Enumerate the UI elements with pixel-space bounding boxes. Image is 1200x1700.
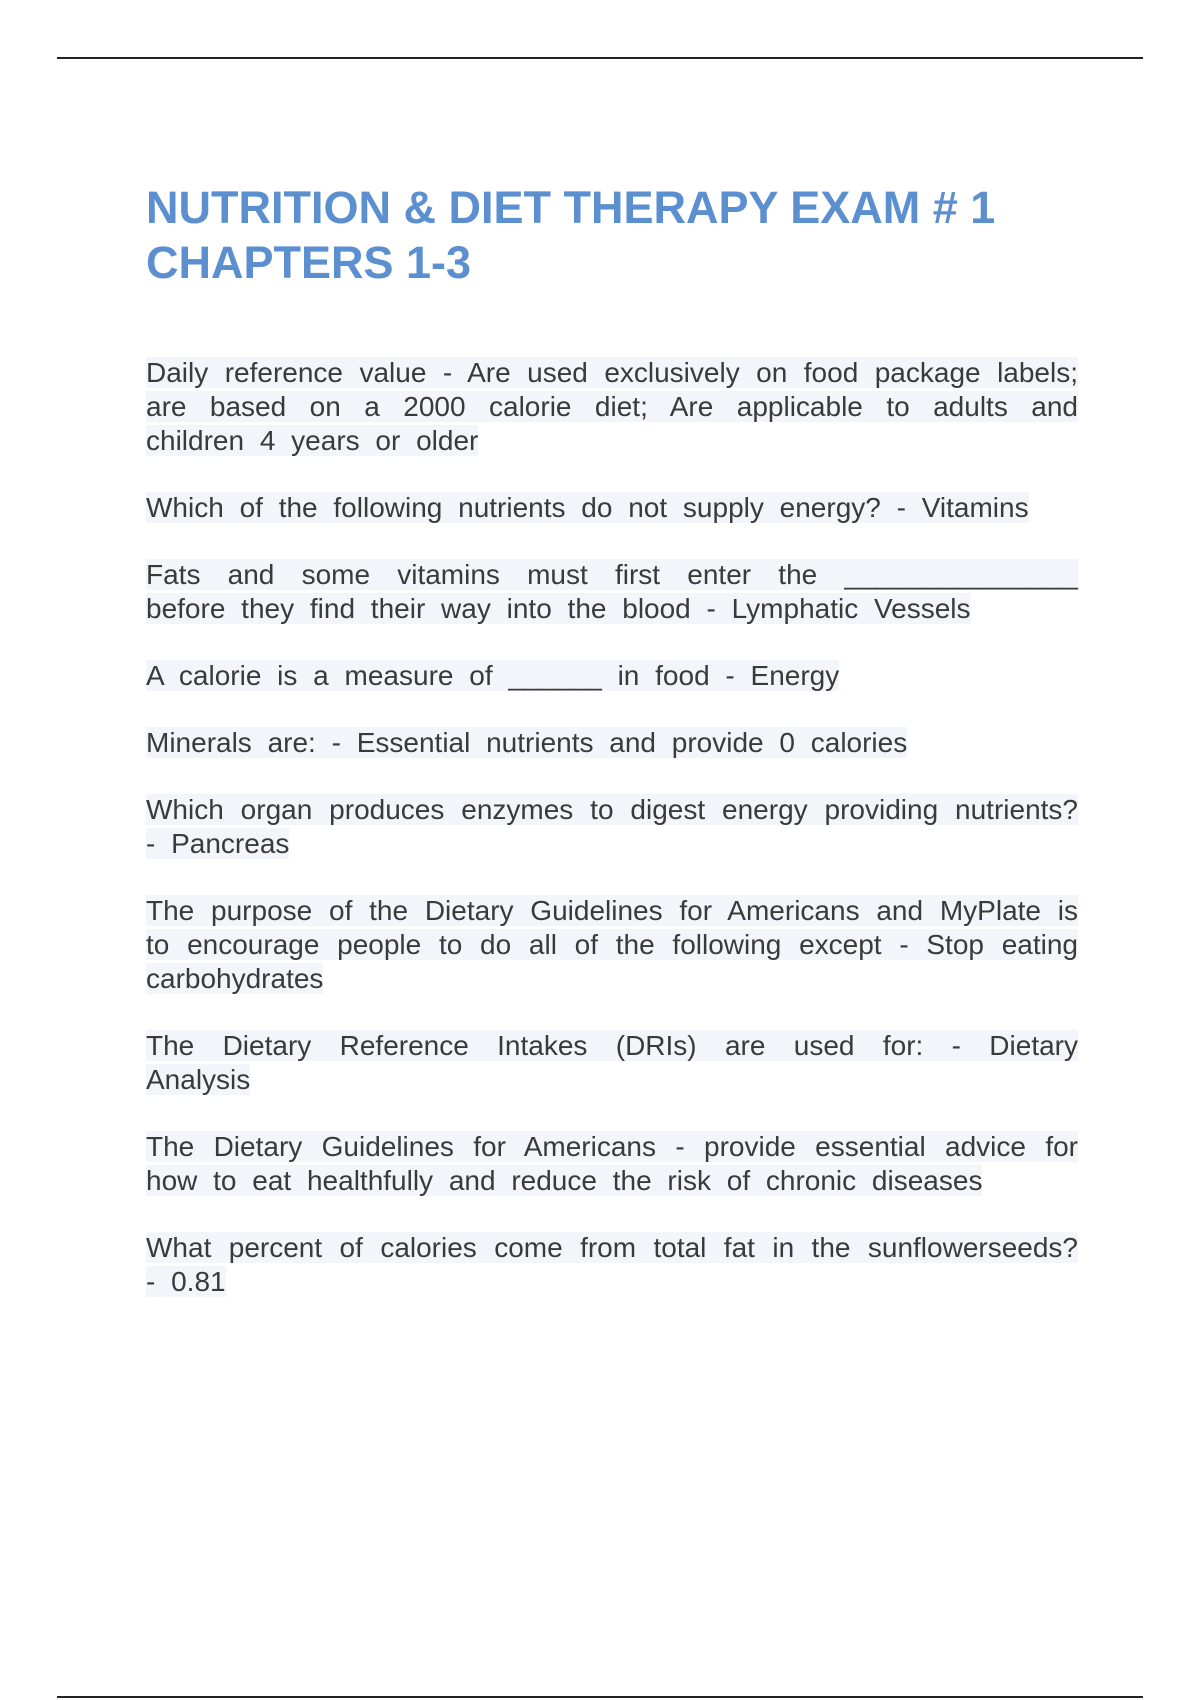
top-rule <box>57 57 1143 59</box>
qa-item <box>146 1231 1078 1299</box>
qa-item-text: Which organ produces enzymes to digest energy providing nutrients? - Pancreas <box>146 794 1078 859</box>
qa-item <box>146 558 1078 626</box>
qa-item-text: Fats and some vitamins must first enter the _______________ before they find their way into the blood - Lymphatic Vessels <box>146 559 1078 624</box>
qa-item-text: The Dietary Reference Intakes (DRIs) are used for: - Dietary Analysis <box>146 1030 1078 1095</box>
document-title: NUTRITION & DIET THERAPY EXAM # 1 CHAPTERS 1-3 <box>146 182 996 288</box>
qa-item <box>146 726 1078 760</box>
qa-item-text: Daily reference value - Are used exclusively on food package labels; are based on a 2000 calorie diet; Are applicable to adults and children 4 years or older <box>146 357 1078 456</box>
qa-item-text: The Dietary Guidelines for Americans - provide essential advice for how to eat healthfully and reduce the risk of chronic diseases <box>146 1131 1078 1196</box>
qa-item <box>146 894 1078 996</box>
document-body <box>146 180 1078 1332</box>
qa-item-text: Which of the following nutrients do not supply energy? - Vitamins <box>146 492 1029 523</box>
qa-item-text: A calorie is a measure of ______ in food - Energy <box>146 660 840 691</box>
qa-item <box>146 659 1078 693</box>
bottom-rule <box>57 1696 1143 1698</box>
qa-item-text: What percent of calories come from total fat in the sunflowerseeds? - 0.81 <box>146 1232 1078 1297</box>
qa-list <box>146 356 1078 1299</box>
qa-item <box>146 491 1078 525</box>
qa-item <box>146 793 1078 861</box>
qa-item <box>146 1029 1078 1097</box>
qa-item <box>146 356 1078 458</box>
qa-item-text: The purpose of the Dietary Guidelines for Americans and MyPlate is to encourage people to do all of the following except - Stop eating carbohydrates <box>146 895 1078 994</box>
qa-item-text: Minerals are: - Essential nutrients and provide 0 calories <box>146 727 908 758</box>
qa-item <box>146 1130 1078 1198</box>
